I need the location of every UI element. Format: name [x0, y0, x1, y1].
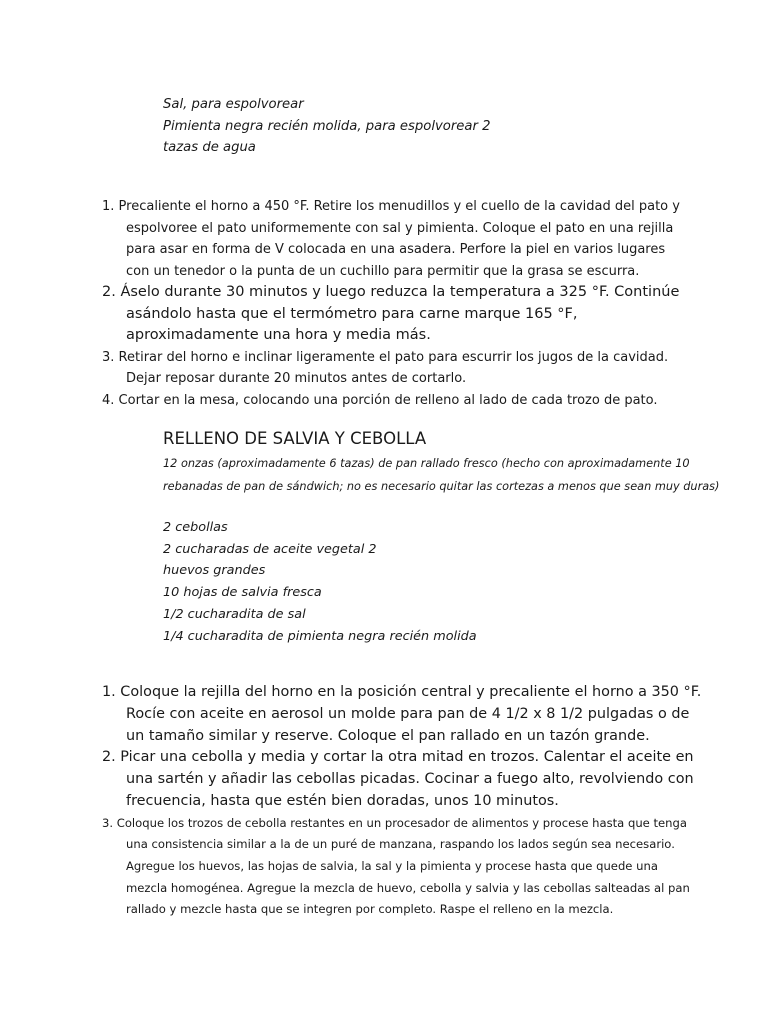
ingredient-item: 10 hojas de salvia fresca: [163, 585, 322, 601]
ingredient-item: 2 cucharadas de aceite vegetal 2: [163, 541, 377, 557]
ingredient-item: Sal, para espolvorear: [163, 97, 304, 112]
stuffing-steps-list: [102, 682, 702, 921]
stuffing-step-2: 2. Picar una cebolla y media y cortar la otra mitad en trozos. Calentar el aceite en una sartén y añadir las cebollas picadas. Cocinar a fuego alto, revolviendo con frecuencia, hasta que estén bien doradas, unos 10 minutos.: [102, 749, 694, 809]
stuffing-step-1: 1. Coloque la rejilla del horno en la posición central y precaliente el horno a 350 °F. Rocíe con aceite en aerosol un molde para pan de 4 1/2 x 8 1/2 pulgadas o de un tamaño similar y reserve. Coloque el pan rallado en un tazón grande.: [102, 684, 702, 744]
duck-step-1: 1. Precaliente el horno a 450 °F. Retire los menudillos y el cuello de la cavidad del pato y espolvoree el pato uniformemente con sal y pimienta. Coloque el pato en una rejilla para asar en forma de V colocada en una asadera. Perfore la piel en varios lugares con un tenedor o la punta de un cuchillo para permitir que la grasa se escurra.: [102, 199, 680, 279]
ingredient-item: Pimienta negra recién molida, para espolvorear 2: [163, 118, 491, 134]
ingredient-item: 1/2 cucharadita de sal: [163, 606, 306, 622]
duck-step-3: 3. Retirar del horno e inclinar ligeramente el pato para escurrir los jugos de la cavidad. Dejar reposar durante 20 minutos antes de cortarlo.: [102, 349, 669, 387]
ingredient-list-top: [163, 94, 491, 159]
ingredient-item: 2 cebollas: [163, 520, 228, 535]
ingredient-item: 1/4 cucharadita de pimienta negra recién molida: [163, 628, 477, 644]
stuffing-title: RELLENO DE SALVIA Y CEBOLLA: [163, 429, 427, 448]
duck-steps-list: [102, 196, 692, 412]
stuffing-step-3: 3. Coloque los trozos de cebolla restantes en un procesador de alimentos y procese hasta que tenga una consistencia similar a la de un puré de manzana, raspando los lados según sea necesario. Agregue los huevos, las hojas de salvia, la sal y la pimienta y procese hasta que quede una mezcla homogénea. Agregue la mezcla de huevo, cebolla y salvia y las cebollas salteadas al pan rallado y mezcle hasta que se integren por completo. Raspe el relleno en la mezcla.: [102, 815, 690, 917]
duck-step-2: 2. Áselo durante 30 minutos y luego reduzca la temperatura a 325 °F. Continúe asándolo hasta que el termómetro para carne marque 165 °F, aproximadamente una hora y media más.: [102, 284, 680, 344]
ingredient-item: huevos grandes: [163, 563, 266, 579]
stuffing-intro: 12 onzas (aproximadamente 6 tazas) de pan rallado fresco (hecho con aproximadamente 10 rebanadas de pan de sándwich; no es necesario quitar las cortezas a menos que sean muy duras): [163, 457, 720, 493]
duck-step-4: 4. Cortar en la mesa, colocando una porción de relleno al lado de cada trozo de pato.: [102, 393, 658, 409]
ingredient-item: tazas de agua: [163, 140, 256, 155]
stuffing-ingredient-list: [163, 517, 477, 647]
